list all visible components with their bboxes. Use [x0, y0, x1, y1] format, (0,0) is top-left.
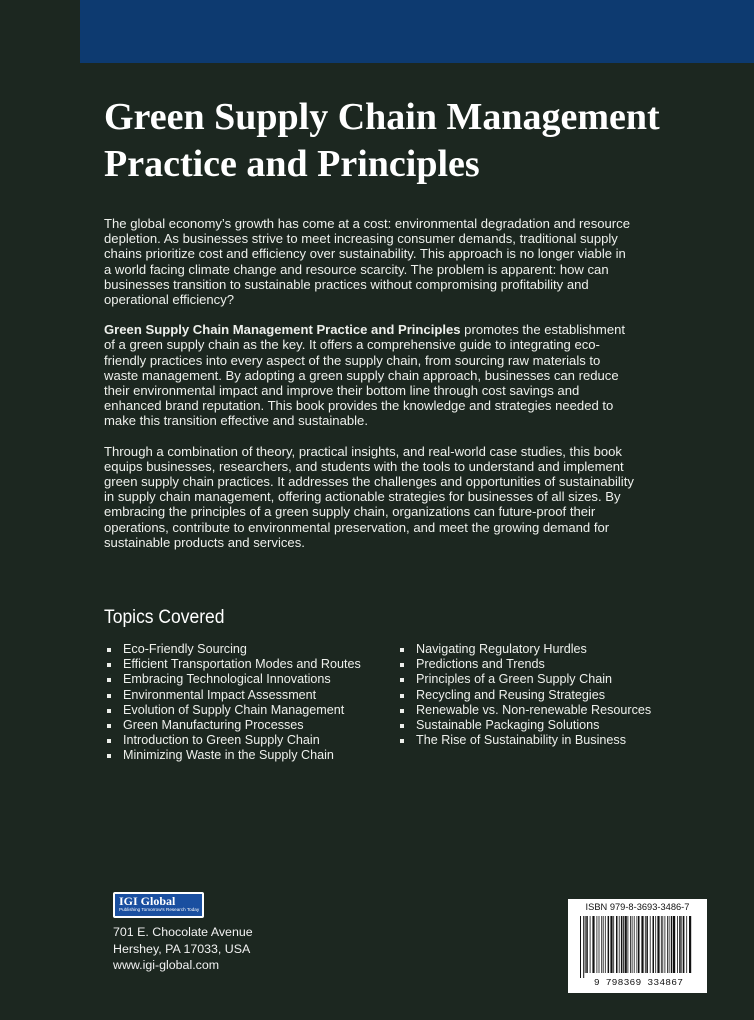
address-street: 701 E. Chocolate Avenue	[113, 925, 253, 939]
topic-item: The Rise of Sustainability in Business	[398, 733, 651, 748]
description-paragraph-2-text: promotes the establishment of a green supply chain as the key. It offers a comprehensive guide to integrating eco-friendly practices into every aspect of the supply chain, from sourcing raw materials to waste management. By adopting a green supply chain approach, businesses can reduce their environmental impact and improve their bottom line through cost savings and enhanced brand reputation. This book provides the knowledge and strategies needed to make this transition effective and sustainable.	[104, 322, 626, 429]
book-description	[104, 216, 634, 565]
topic-item: Predictions and Trends	[398, 657, 651, 672]
barcode-bar	[662, 916, 663, 973]
barcode-bar	[634, 916, 635, 973]
barcode-bar	[638, 916, 640, 973]
description-book-name: Green Supply Chain Management Practice and Principles	[104, 322, 461, 338]
barcode-bar	[586, 916, 588, 973]
barcode-bar	[608, 916, 610, 973]
topics-list-right	[398, 642, 651, 748]
barcode-bar	[653, 916, 655, 973]
publisher-logo-tagline: Publishing Tomorrow's Research Today	[119, 907, 200, 912]
barcode-bar	[592, 916, 594, 973]
barcode-bar	[616, 916, 618, 973]
barcode-bar	[655, 916, 656, 973]
barcode-bar	[603, 916, 604, 973]
publisher-logo-badge	[115, 894, 202, 916]
barcode-guard-bar	[580, 916, 581, 978]
barcode-bar	[657, 916, 659, 973]
barcode-bar	[641, 916, 643, 973]
topic-item: Efficient Transportation Modes and Routes	[105, 657, 361, 672]
barcode-bar	[597, 916, 598, 973]
barcode-bar	[671, 916, 673, 973]
publisher-logo	[113, 892, 204, 918]
description-paragraph-1: The global economy’s growth has come at a cost: environmental degradation and resource depletion. As businesses strive to meet increasing consumer demands, traditional supply chains prioritize cost and efficiency over sustainability. This approach is no longer viable in a world facing climate change and resource scarcity. The problem is apparent: how can businesses transition to sustainable practices without compromising profitability and operational efficiency?	[104, 216, 630, 308]
topic-item: Navigating Regulatory Hurdles	[398, 642, 651, 657]
barcode-bar	[661, 916, 662, 973]
barcode-bar	[623, 916, 624, 973]
publisher-logo-name: IGI Global	[119, 894, 176, 908]
description-paragraph-3: Through a combination of theory, practical insights, and real-world case studies, this book equips businesses, researchers, and students with the tools to understand and implement green supply chain practices. It addresses the challenges and opportunities of sustainability in supply chain management, offering actionable strategies for businesses of all sizes. By embracing the principles of a green supply chain, organizations can future-proof their operations, contribute to environmental preservation, and meet the growing demand for sustainable products and services.	[104, 443, 634, 550]
title-line-2: Practice and Principles	[104, 143, 480, 185]
barcode-bar	[667, 916, 668, 973]
topic-item: Embracing Technological Innovations	[105, 672, 361, 687]
barcode-bar	[677, 916, 678, 973]
barcode-bar	[599, 916, 600, 973]
publisher-website: www.igi-global.com	[113, 958, 220, 972]
top-color-band	[80, 0, 754, 63]
topics-heading: Topics Covered	[104, 607, 225, 628]
topic-item: Principles of a Green Supply Chain	[398, 672, 651, 687]
barcode-bar	[679, 916, 681, 973]
barcode-bar	[605, 916, 606, 973]
description-paragraph-2	[104, 322, 634, 428]
isbn-digits: 9 798369 334867	[593, 977, 684, 988]
topic-item: Environmental Impact Assessment	[105, 688, 361, 703]
isbn-barcode	[568, 899, 707, 993]
barcode-bar	[619, 916, 620, 973]
barcode-bar	[632, 916, 633, 973]
topics-list-left	[105, 642, 361, 764]
isbn-label: ISBN 979-8-3693-3486-7	[585, 902, 690, 912]
address-city: Hershey, PA 17033, USA	[113, 941, 251, 956]
topic-item: Green Manufacturing Processes	[105, 718, 361, 733]
barcode-bar	[673, 916, 675, 973]
barcode-bar	[645, 916, 646, 973]
barcode-bar	[681, 916, 682, 973]
barcode-bars-icon	[580, 916, 698, 978]
barcode-bar	[683, 916, 685, 973]
barcode-bar	[621, 916, 623, 973]
barcode-guard-bar	[583, 916, 584, 978]
barcode-bar	[646, 916, 648, 973]
title-line-1: Green Supply Chain Management	[104, 96, 660, 138]
barcode-bar	[650, 916, 651, 973]
barcode-bar	[601, 916, 602, 973]
barcode-bar	[628, 916, 629, 973]
book-title	[104, 94, 724, 188]
barcode-bar	[669, 916, 670, 973]
topic-item: Minimizing Waste in the Supply Chain	[105, 748, 361, 763]
barcode-bar	[585, 916, 586, 973]
barcode-bar	[686, 916, 687, 973]
topic-item: Introduction to Green Supply Chain	[105, 733, 361, 748]
topic-item: Recycling and Reusing Strategies	[398, 688, 651, 703]
topic-item: Evolution of Supply Chain Management	[105, 703, 361, 718]
barcode-bar	[637, 916, 638, 973]
barcode-bar	[613, 916, 614, 973]
barcode-bar	[689, 916, 691, 973]
barcode-bar	[665, 916, 666, 973]
topic-item: Renewable vs. Non-renewable Resources	[398, 703, 651, 718]
publisher-address	[113, 924, 253, 974]
topic-item: Sustainable Packaging Solutions	[398, 718, 651, 733]
barcode-bar	[625, 916, 627, 973]
topic-item: Eco-Friendly Sourcing	[105, 642, 361, 657]
barcode-bar	[610, 916, 612, 973]
barcode-bar	[590, 916, 591, 973]
barcode-bar	[630, 916, 631, 973]
